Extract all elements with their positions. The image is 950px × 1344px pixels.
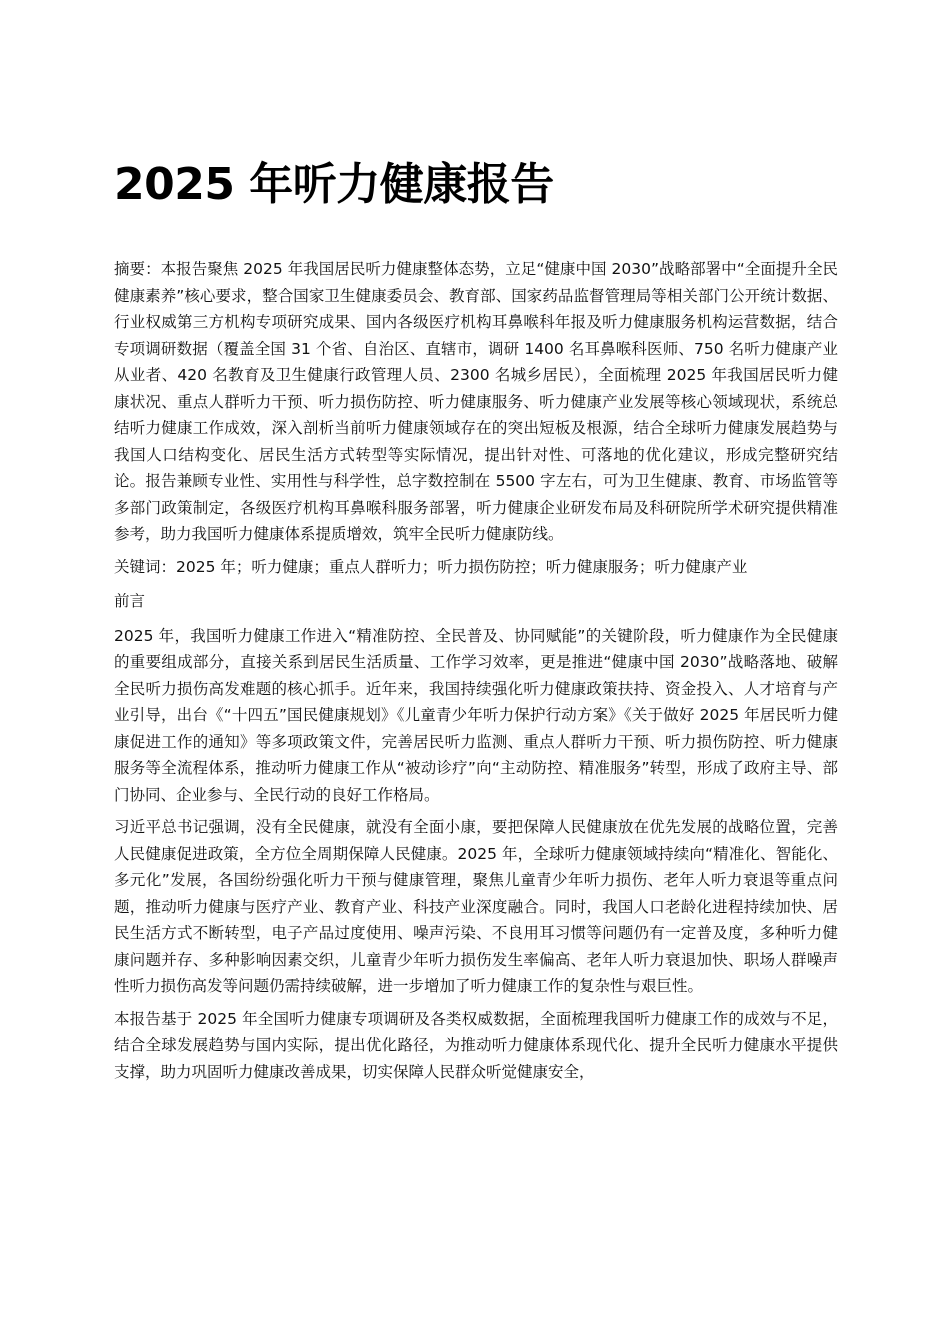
body-paragraph: 2025 年，我国听力健康工作进入“精准防控、全民普及、协同赋能”的关键阶段，听力健康作为全民健康的重要组成部分，直接关系到居民生活质量、工作学习效率，更是推进“健康中国 2030”战略落地、破解全民听力损伤高发难题的核心抓手。近年来，我国持续强化听力健康政策扶持、资金投入、人才培育与产业引导，出台《“十四五”国民健康规划》《儿童青少年听力保护行动方案》《关于做好 2025 年居民听力健康促进工作的通知》等多项政策文件，完善居民听力监测、重点人群听力干预、听力损伤防控、听力健康服务等全流程体系，推动听力健康工作从“被动诊疗”向“主动防控、精准服务”转型，形成了政府主导、部门协同、企业参与、全民行动的良好工作格局。	[114, 626, 838, 804]
keywords-paragraph: 关键词：2025 年；听力健康；重点人群听力；听力损伤防控；听力健康服务；听力健康产业	[114, 557, 748, 576]
preface-heading: 前言	[114, 592, 146, 610]
document-body	[114, 256, 838, 1091]
body-paragraph: 本报告基于 2025 年全国听力健康专项调研及各类权威数据，全面梳理我国听力健康工作的成效与不足，结合全球发展趋势与国内实际，提出优化路径，为推动听力健康体系现代化、提升全民听力健康水平提供支撑，助力巩固听力健康改善成果，切实保障人民群众听觉健康安全，	[114, 1009, 838, 1081]
abstract-paragraph: 摘要：本报告聚焦 2025 年我国居民听力健康整体态势，立足“健康中国 2030”战略部署中“全面提升全民健康素养”核心要求，整合国家卫生健康委员会、教育部、国家药品监督管理局等相关部门公开统计数据、行业权威第三方机构专项研究成果、国内各级医疗机构耳鼻喉科年报及听力健康服务机构运营数据，结合专项调研数据（覆盖全国 31 个省、自治区、直辖市，调研 1400 名耳鼻喉科医师、750 名听力健康产业从业者、420 名教育及卫生健康行政管理人员、2300 名城乡居民），全面梳理 2025 年我国居民听力健康状况、重点人群听力干预、听力损伤防控、听力健康服务、听力健康产业发展等核心领域现状，系统总结听力健康工作成效，深入剖析当前听力健康领域存在的突出短板及根源，结合全球听力健康发展趋势与我国人口结构变化、居民生活方式转型等实际情况，提出针对性、可落地的优化建议，形成完整研究结论。报告兼顾专业性、实用性与科学性，总字数控制在 5500 字左右，可为卫生健康、教育、市场监管等多部门政策制定，各级医疗机构耳鼻喉科服务部署，听力健康企业研发布局及科研院所学术研究提供精准参考，助力我国听力健康体系提质增效，筑牢全民听力健康防线。	[114, 260, 838, 543]
body-paragraph: 习近平总书记强调，没有全民健康，就没有全面小康，要把保障人民健康放在优先发展的战略位置，完善人民健康促进政策，全方位全周期保障人民健康。2025 年，全球听力健康领域持续向“精准化、智能化、多元化”发展，各国纷纷强化听力干预与健康管理，聚焦儿童青少年听力损伤、老年人听力衰退等重点问题，推动听力健康与医疗产业、教育产业、科技产业深度融合。同时，我国人口老龄化进程持续加快、居民生活方式不断转型，电子产品过度使用、噪声污染、不良用耳习惯等问题仍有一定普及度，多种听力健康问题并存、多种影响因素交织，儿童青少年听力损伤发生率偏高、老年人听力衰退加快、职场人群噪声性听力损伤高发等问题仍需持续破解，进一步增加了听力健康工作的复杂性与艰巨性。	[114, 818, 838, 995]
page-title: 2025 年听力健康报告	[114, 159, 554, 210]
